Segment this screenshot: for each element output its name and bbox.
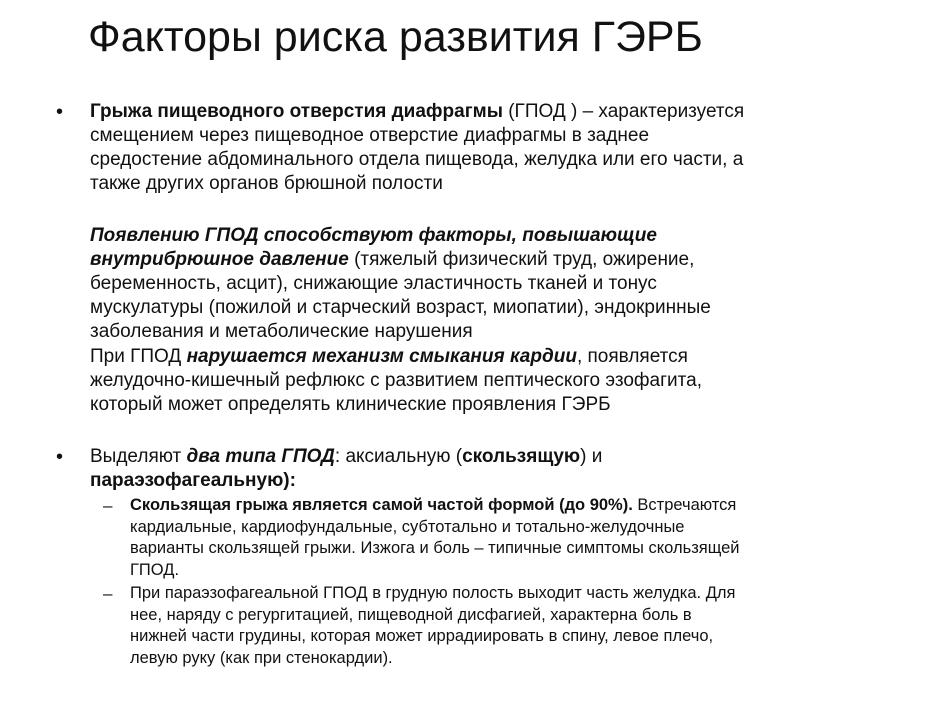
paragraph-line [90, 100, 744, 124]
paragraph-line: заболевания и метаболические нарушения [90, 321, 473, 342]
paragraph-line: кардиальные, кардиофундальные, субтотально и тотально-желудочные [130, 517, 685, 536]
paragraph-line [130, 495, 930, 517]
text-span: (ГПОД ) – характеризуется [502, 101, 745, 122]
text-span: При ГПОД [90, 346, 187, 367]
text-span: Встречаются [632, 496, 737, 514]
paragraph-line: мускулатуры (пожилой и старческий возраст, миопатии), эндокринные [90, 297, 711, 318]
paragraph-line: беременность, асцит), снижающие эластичность тканей и тонус [90, 273, 657, 294]
dash-marker: – [103, 584, 113, 603]
slide-title: Факторы риска развития ГЭРБ [88, 13, 703, 61]
paragraph-line [90, 445, 602, 469]
term-bold: Грыжа пищеводного отверстия диафрагмы [90, 101, 503, 122]
term-bold: Скользящая грыжа является самой частой формой (до 90%). [130, 496, 633, 514]
paragraph-line [90, 345, 702, 369]
term-bold-italic: два типа ГПОД [186, 446, 335, 467]
paragraph-line [90, 248, 711, 272]
text-span: ) и [580, 446, 603, 467]
paragraph-line: левую руку (как при стенокардии). [130, 648, 393, 667]
bullet-marker: • [56, 446, 64, 468]
paragraph-line: нее, наряду с регургитацией, пищеводной дисфагией, характерна боль в [130, 605, 692, 624]
paragraph-line: также других органов брюшной полости [90, 173, 443, 194]
paragraph-hiatal-hernia [90, 100, 744, 196]
subparagraph-paraesophageal-hernia [130, 583, 930, 669]
paragraph-contributing-factors [90, 224, 711, 344]
paragraph-line: желудочно-кишечный рефлюкс с развитием пептического эзофагита, [90, 370, 702, 391]
paragraph-line: средостение абдоминального отдела пищевода, желудка или его части, а [90, 149, 744, 170]
term-bold-italic: нарушается механизм смыкания кардии [186, 346, 577, 367]
term-bold: скользящую [462, 446, 581, 467]
term-bold-italic: внутрибрюшное давление [90, 249, 349, 270]
bullet-marker: • [56, 101, 64, 123]
paragraph-line: параэзофагеальную): [90, 470, 296, 491]
paragraph-line: который может определять клинические проявления ГЭРБ [90, 394, 611, 415]
subparagraph-sliding-hernia [130, 495, 930, 581]
paragraph-hernia-types [90, 445, 602, 493]
paragraph-line: варианты скользящей грыжи. Изжога и боль – типичные симптомы скользящей [130, 539, 740, 557]
text-span: , появляется [576, 346, 688, 367]
paragraph-line: нижней части грудины, которая может иррадиировать в спину, левое плечо, [130, 627, 714, 645]
paragraph-line: Появлению ГПОД способствуют факторы, повышающие [90, 225, 657, 246]
text-span: : аксиальную ( [334, 446, 463, 467]
paragraph-line: ГПОД. [130, 560, 180, 579]
text-span: Выделяют [90, 446, 187, 467]
text-span: (тяжелый физический труд, ожирение, [348, 249, 695, 270]
dash-marker: – [103, 496, 113, 515]
paragraph-cardia-mechanism [90, 345, 702, 417]
paragraph-line: При параэзофагеальной ГПОД в грудную полость выходит часть желудка. Для [130, 584, 736, 602]
paragraph-line: смещением через пищеводное отверстие диафрагмы в заднее [90, 125, 650, 146]
